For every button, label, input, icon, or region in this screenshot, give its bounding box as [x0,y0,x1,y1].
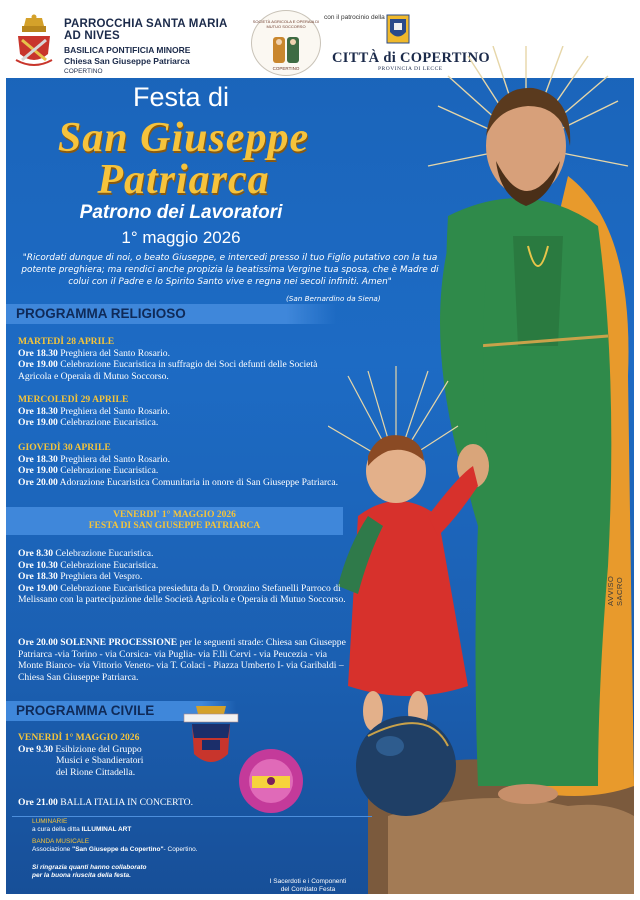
saint-name-line1: San Giuseppe [57,115,310,161]
poster [6,6,634,894]
avviso-sacro-label: AVVISO SACRO [606,575,624,606]
prayer-source: (San Bernardino da Siena) [286,294,381,303]
concert-line: Ore 21.00 BALLA ITALIA IN CONCERTO. [18,797,193,808]
luminarie-credit: LUMINARIE a cura della ditta ILLUMINAL ART [32,818,132,833]
day-martedi: MARTEDÌ 28 APRILE Ore 18.30 Preghiera del Santo Rosario. Ore 19.00 Celebrazione Eucaristica in suffragio dei Soci defunti delle Società Agricola e Operaia di Mutuo Soccorso. [18,336,318,382]
society-caption: SOCIETÀ AGRICOLA E OPERAIA DI MUTUO SOCCORSO [252,19,320,29]
church-label: Chiesa San Giuseppe Patriarca [64,56,190,66]
feast-date: 1° maggio 2026 [121,228,241,247]
procession-text: Ore 20.00 SOLENNE PROCESSIONE per le seguenti strade: Chiesa san Giuseppe Patriarca -via Torino - via Corsica- via Puglia- via F.lli Cervi - via Peucezia - via Monte Bianco- via Vittorio Veneto- via T. Colaci - Piazza Umberto I- via Garibaldi – Chiesa San Giuseppe Patriarca. [18,637,346,683]
thanks-note: Si ringrazia quanti hanno collaborato per la buona riuscita della festa. [32,864,147,879]
venerdi-feast-banner: VENERDI' 1° MAGGIO 2026 FESTA DI SAN GIUSEPPE PATRIARCA [6,507,343,535]
footer-divider [12,816,372,817]
patron-subtitle: Patrono dei Lavoratori [79,202,283,223]
prayer-text: "Ricordati dunque di noi, o beato Giuseppe, e intercedi presso il tuo Figlio putativo con la tua potente preghiera; ma rendici anche propizia la beatissima Vergine tua sposa, che è Madre di colui con il Padre e lo Spirito Santo vive e regna nei secoli infiniti. Amen" [21,253,439,287]
balla-italia-logo-icon [238,748,304,814]
parish-block [12,12,242,74]
basilica-label: BASILICA PONTIFICIA MINORE [64,45,191,55]
papal-keys-emblem [12,14,56,70]
society-town: COPERTINO [272,66,300,71]
city-province: PROVINCIA DI LECCE [378,66,443,72]
saint-joseph-statue-image [328,46,634,894]
day-giovedi: GIOVEDÌ 30 APRILE Ore 18.30 Preghiera del Santo Rosario. Ore 19.00 Celebrazione Eucaristica. Ore 20.00 Adorazione Eucaristica Comunitaria in onore di San Giuseppe Patriarca. [18,442,339,488]
day-mercoledi: MERCOLEDÌ 29 APRILE Ore 18.30 Preghiera del Santo Rosario. Ore 19.00 Celebrazione Eucaristica. [18,394,170,428]
day-venerdi: Ore 8.30 Celebrazione Eucaristica. Ore 10.30 Celebrazione Eucaristica. Ore 18.30 Preghiera del Vespro. Ore 19.00 Celebrazione Eucaristica presieduta da D. Oronzino Stefanelli Parroco di Melissano con la partecipazione delle Società Agricola e Operaia di Mutuo Soccorso. [18,548,346,605]
civile-events: VENERDÌ 1° MAGGIO 2026 Ore 9.30 Esibizione del Gruppo Musici e Sbandieratori del Rione Cittadella. [18,732,144,778]
city-coat-of-arms-icon [386,14,410,44]
town-label: COPERTINO [64,68,103,75]
programma-civile-header: PROGRAMMA CIVILE [6,701,236,721]
parish-name: PARROCCHIA SANTA MARIA AD NIVES [64,18,228,42]
patronage-label: con il patrocinio della [324,14,385,21]
saints-image-icon [272,35,300,65]
saint-name-line2: Patriarca [97,157,270,203]
committee-signature: I Sacerdoti e i Componenti del Comitato Festa [269,878,347,893]
society-medallion [251,10,321,76]
city-name: CITTÀ di COPERTINO [332,50,490,66]
banda-credit: BANDA MUSICALE Associazione "San Giuseppe da Copertino"- Copertino. [32,838,198,853]
programma-religioso-header: PROGRAMMA RELIGIOSO [6,304,336,324]
festa-title: Festa di [132,82,230,112]
